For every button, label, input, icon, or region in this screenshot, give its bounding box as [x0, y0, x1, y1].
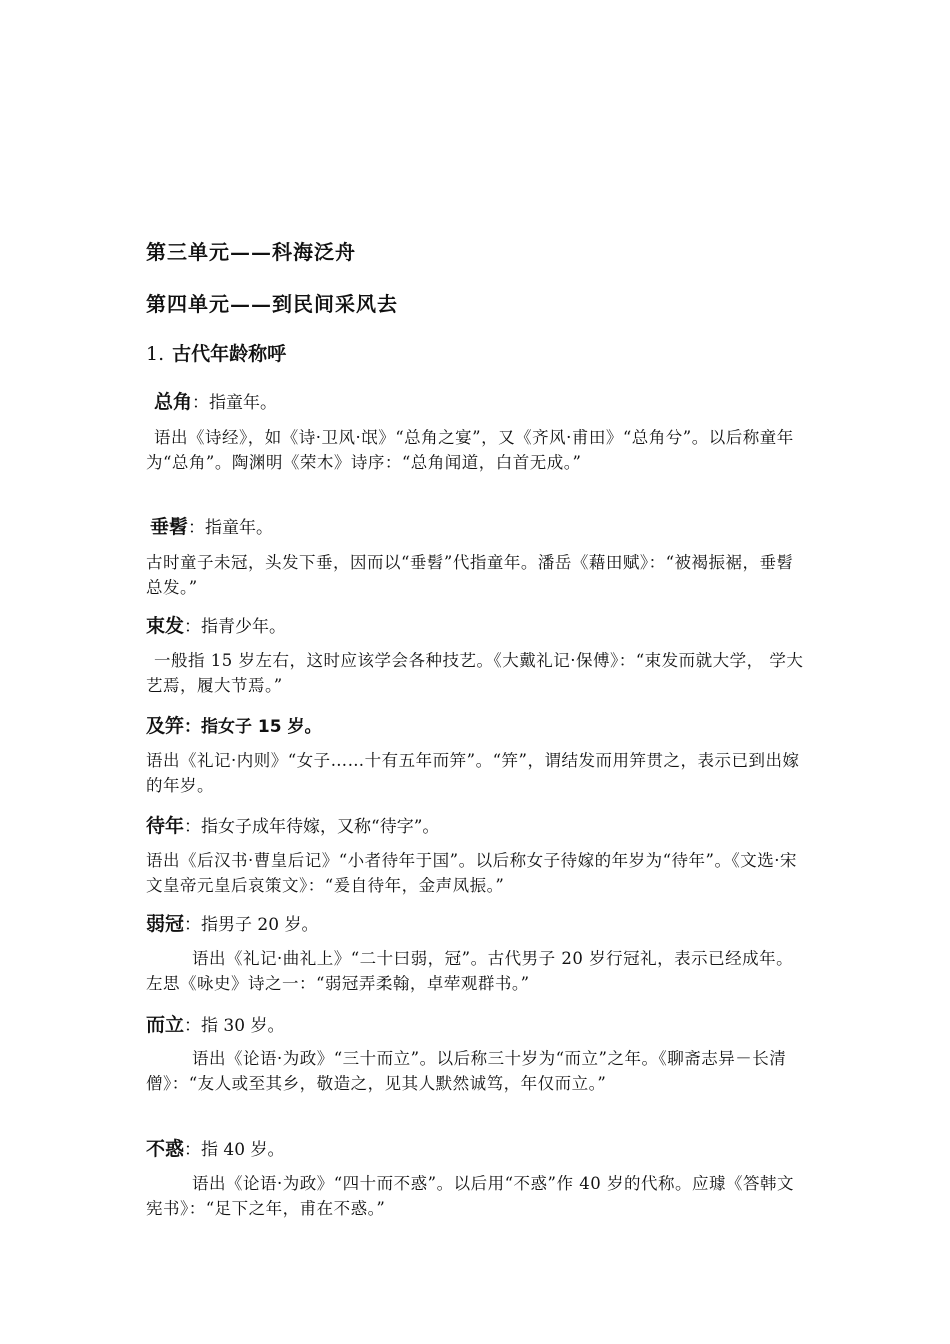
- term-name: 不惑: [146, 1138, 185, 1160]
- term-definition: ：指童年。: [192, 393, 278, 413]
- section-title: 古代年龄称呼: [172, 343, 287, 365]
- term-dainian: [146, 811, 810, 838]
- term-erli-body: 语出《论语·为政》“三十而立”。以后称三十岁为“而立”之年。《聊斋志异－长清僧》：“友人或至其乡，敬造之，见其人默然诚笃，年仅而立。”: [146, 1049, 787, 1093]
- term-name: 而立: [146, 1014, 185, 1036]
- term-definition: ：指 40 岁。: [184, 1140, 285, 1160]
- term-zongjiao-body: 语出《诗经》，如《诗·卫风·氓》“总角之宴”，又《齐风·甫田》“总角兮”。以后称童年为“总角”。陶渊明《荣木》诗序：“总角闻道，白首无成。”: [146, 428, 794, 472]
- term-zongjiao: [154, 387, 818, 414]
- term-definition: ：指童年。: [188, 518, 274, 538]
- term-name: 垂髫: [150, 516, 189, 538]
- unit-3-heading: 第三单元——科海泛舟: [146, 240, 356, 264]
- term-chuitiao-body: 古时童子未冠，头发下垂，因而以“垂髫”代指童年。潘岳《藉田赋》：“被褐振裾，垂髫总发。”: [146, 553, 794, 597]
- term-name: 及笄: [146, 715, 185, 737]
- term-name: 束发: [146, 615, 185, 637]
- term-name: 弱冠: [146, 913, 185, 935]
- section-number: 1.: [146, 343, 165, 365]
- term-definition: ：指 30 岁。: [184, 1016, 285, 1036]
- term-dainian-body: 语出《后汉书·曹皇后记》“小者待年于国”。以后称女子待嫁的年岁为“待年”。《文选·宋文皇帝元皇后哀策文》：“爰自待年，金声凤振。”: [146, 851, 797, 895]
- term-shufa: [146, 611, 810, 638]
- term-jiji: [146, 711, 810, 738]
- term-definition: ：指青少年。: [184, 617, 287, 637]
- term-definition: ：指女子成年待嫁，又称“待字”。: [184, 817, 440, 837]
- term-ruoguan-body: 语出《礼记·曲礼上》“二十曰弱，冠”。古代男子 20 岁行冠礼，表示已经成年。左思《咏史》诗之一：“弱冠弄柔翰，卓荦观群书。”: [146, 949, 794, 993]
- term-erli: [146, 1010, 810, 1037]
- term-buhuo: [146, 1134, 810, 1161]
- term-buhuo-body: 语出《论语·为政》“四十而不惑”。以后用“不惑”作 40 岁的代称。应璩《答韩文宪书》：“足下之年，甫在不惑。”: [146, 1174, 794, 1218]
- term-jiji-body: 语出《礼记·内则》“女子……十有五年而笄”。“笄”，谓结发而用笄贯之，表示已到出嫁的年岁。: [146, 751, 800, 795]
- term-shufa-body: 一般指 15 岁左右，这时应该学会各种技艺。《大戴礼记·保傅》：“束发而就大学， 学大艺焉，履大节焉。”: [146, 651, 804, 695]
- section-heading: [146, 339, 810, 366]
- term-definition: ：指男子 20 岁。: [184, 915, 319, 935]
- term-name: 总角: [154, 391, 193, 413]
- term-definition: ：指女子 15 岁。: [184, 717, 322, 737]
- term-name: 待年: [146, 815, 185, 837]
- unit-4-heading: 第四单元——到民间采风去: [146, 292, 398, 316]
- term-ruoguan: [146, 909, 810, 936]
- term-chuitiao: [150, 512, 814, 539]
